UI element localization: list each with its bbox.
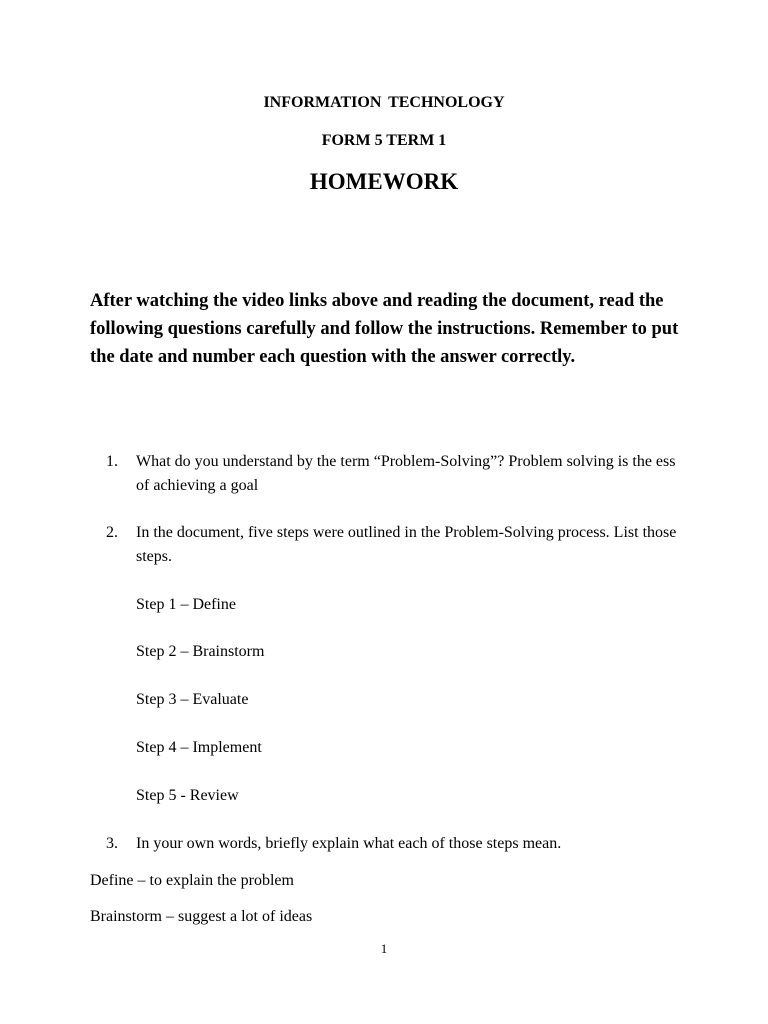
question-1-number: 1. bbox=[106, 453, 118, 470]
answer-brainstorm: Brainstorm – suggest a lot of ideas bbox=[90, 908, 313, 925]
step-3: Step 3 – Evaluate bbox=[136, 691, 249, 708]
question-3 bbox=[106, 832, 686, 856]
instructions-paragraph: After watching the video links above and reading the document, read the following questions carefully and follow the instructions. Remember to put the date and number each question with the answer correctly. bbox=[90, 291, 679, 367]
question-1 bbox=[106, 450, 686, 498]
question-3-number: 3. bbox=[106, 835, 118, 852]
answer-define: Define – to explain the problem bbox=[90, 872, 294, 889]
page-number: 1 bbox=[380, 941, 388, 956]
step-4: Step 4 – Implement bbox=[136, 739, 262, 756]
step-5: Step 5 - Review bbox=[136, 787, 239, 804]
form-term-heading: FORM 5 TERM 1 bbox=[321, 132, 447, 149]
subject-heading: INFORMATION TECHNOLOGY bbox=[263, 94, 505, 111]
homework-title: HOMEWORK bbox=[309, 169, 459, 194]
step-2: Step 2 – Brainstorm bbox=[136, 643, 265, 660]
question-1-text: What do you understand by the term “Problem-Solving”? Problem solving is the ess of achieving a goal bbox=[136, 453, 676, 494]
question-2-number: 2. bbox=[106, 524, 118, 541]
question-3-text: In your own words, briefly explain what each of those steps mean. bbox=[136, 835, 562, 852]
question-2-text: In the document, five steps were outlined in the Problem-Solving process. List those steps. bbox=[136, 524, 677, 565]
question-2 bbox=[106, 521, 686, 569]
step-1: Step 1 – Define bbox=[136, 596, 236, 613]
